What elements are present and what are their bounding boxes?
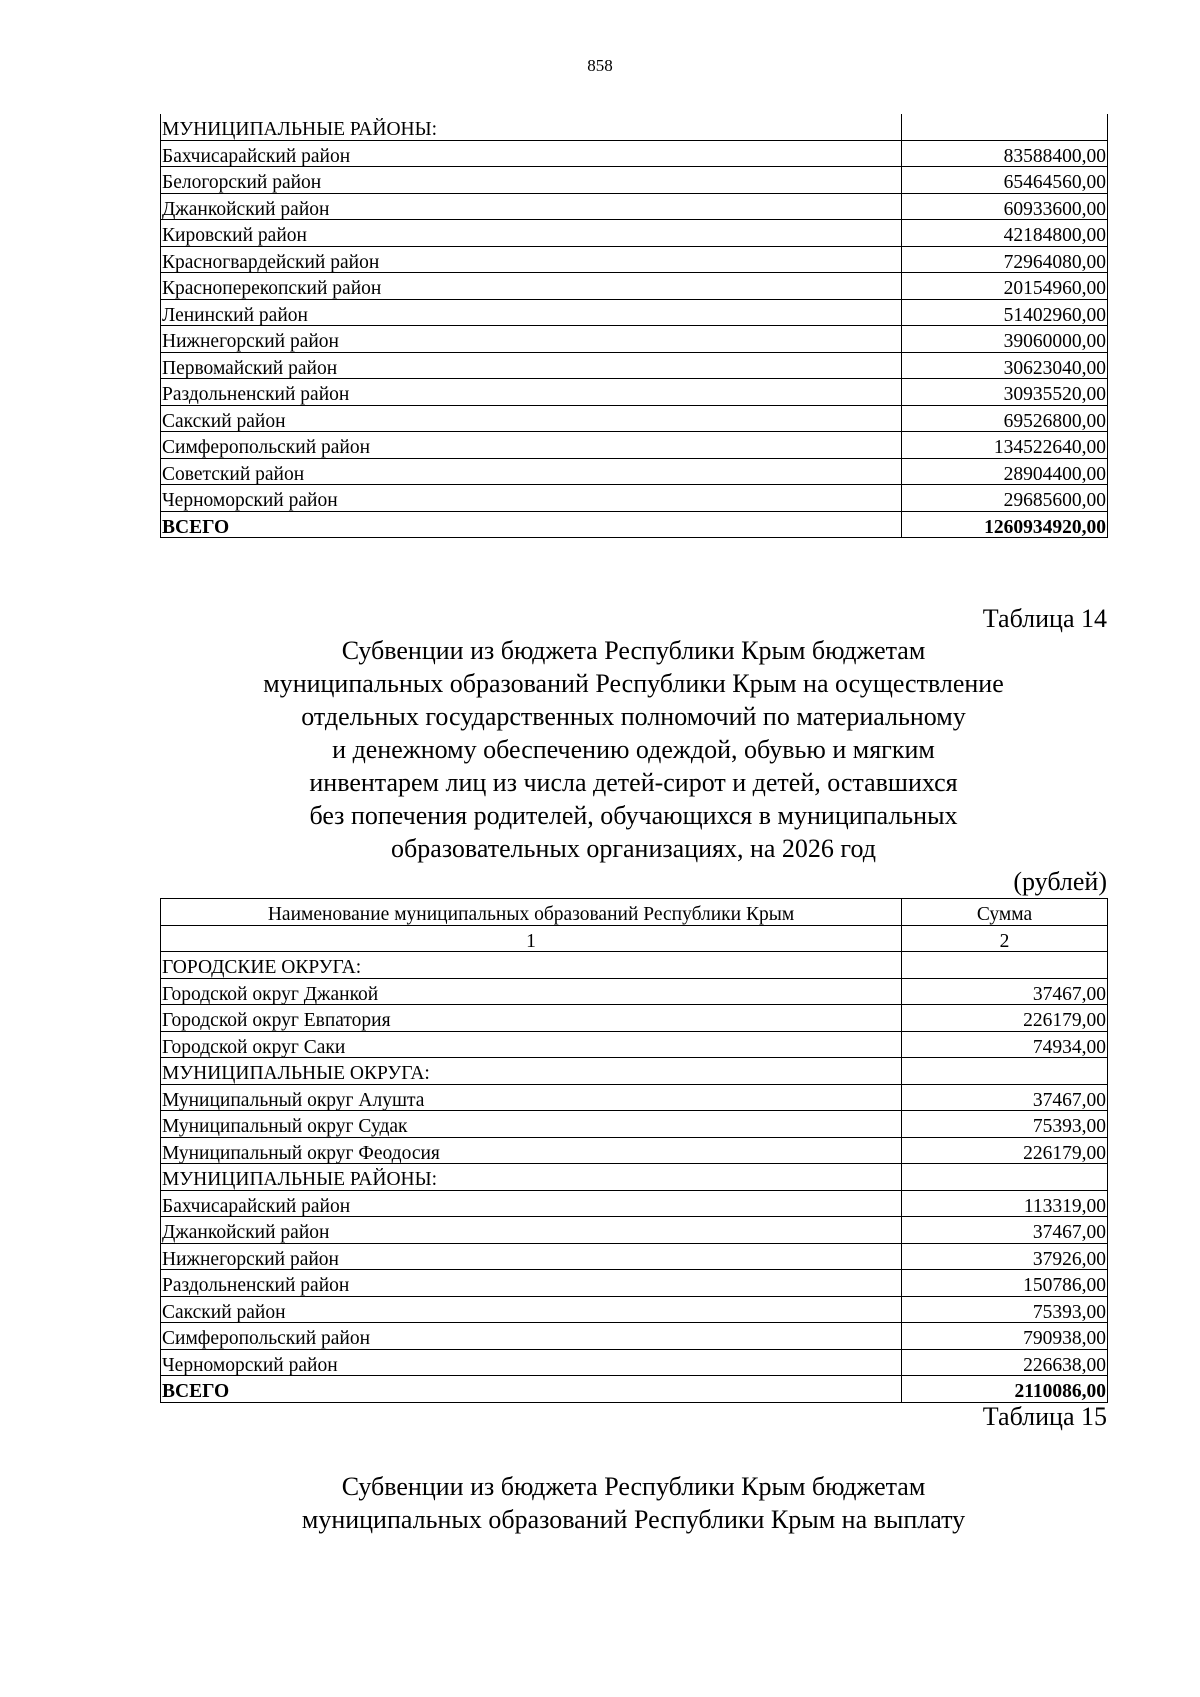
row-amount: 75393,00 — [902, 1111, 1108, 1138]
table-row — [161, 273, 1108, 300]
row-name: Раздольненский район — [161, 379, 902, 406]
table-15-title — [160, 1470, 1107, 1536]
column-number: 2 — [902, 925, 1108, 952]
row-name: Симферопольский район — [161, 1323, 902, 1350]
row-amount: 83588400,00 — [902, 140, 1108, 167]
title-line: инвентарем лиц из числа детей-сирот и детей, оставшихся — [309, 768, 958, 797]
title-line: муниципальных образований Республики Крым на выплату — [301, 1505, 966, 1534]
title-line: Субвенции из бюджета Республики Крым бюджетам — [341, 1472, 926, 1501]
table-row — [161, 1137, 1108, 1164]
table-row — [161, 220, 1108, 247]
row-name: МУНИЦИПАЛЬНЫЕ РАЙОНЫ: — [161, 114, 902, 140]
table-row — [161, 352, 1108, 379]
table-14-title — [160, 634, 1107, 865]
row-amount: 20154960,00 — [902, 273, 1108, 300]
table-row — [161, 485, 1108, 512]
row-amount — [902, 1058, 1108, 1085]
table-14-label: Таблица 14 — [982, 604, 1107, 633]
total-label: ВСЕГО — [161, 1376, 902, 1403]
row-name: Сакский район — [161, 1296, 902, 1323]
total-amount: 2110086,00 — [902, 1376, 1108, 1403]
column-number-row — [161, 925, 1108, 952]
table-row — [161, 1243, 1108, 1270]
table-row — [161, 246, 1108, 273]
table-row — [161, 326, 1108, 353]
title-line: отдельных государственных полномочий по материальному — [301, 702, 966, 731]
row-name: Муниципальный округ Алушта — [161, 1084, 902, 1111]
row-amount: 29685600,00 — [902, 485, 1108, 512]
table-row — [161, 1190, 1108, 1217]
row-name: Красногвардейский район — [161, 246, 902, 273]
row-name: Первомайский район — [161, 352, 902, 379]
column-header-amount: Сумма — [902, 899, 1108, 926]
title-line: Субвенции из бюджета Республики Крым бюджетам — [341, 636, 926, 665]
row-amount: 74934,00 — [902, 1031, 1108, 1058]
table-row — [161, 458, 1108, 485]
row-amount: 226179,00 — [902, 1137, 1108, 1164]
table-row — [161, 1084, 1108, 1111]
row-name: Черноморский район — [161, 1349, 902, 1376]
total-row — [161, 511, 1108, 538]
column-number: 1 — [161, 925, 902, 952]
title-line: образовательных организациях, на 2026 год — [391, 834, 876, 863]
row-name: Джанкойский район — [161, 193, 902, 220]
row-amount: 51402960,00 — [902, 299, 1108, 326]
row-name: Муниципальный округ Судак — [161, 1111, 902, 1138]
table-row — [161, 1323, 1108, 1350]
row-name: Городской округ Саки — [161, 1031, 902, 1058]
row-name: Городской округ Джанкой — [161, 978, 902, 1005]
table-14-header — [161, 899, 1108, 952]
row-name: Городской округ Евпатория — [161, 1005, 902, 1032]
total-row — [161, 1376, 1108, 1403]
title-line: и денежному обеспечению одеждой, обувью и мягким — [332, 735, 935, 764]
row-name: Красноперекопский район — [161, 273, 902, 300]
table-row — [161, 1296, 1108, 1323]
row-amount — [902, 114, 1108, 140]
row-name: Белогорский район — [161, 167, 902, 194]
total-amount: 1260934920,00 — [902, 511, 1108, 538]
row-name: Нижнегорский район — [161, 1243, 902, 1270]
row-amount: 60933600,00 — [902, 193, 1108, 220]
row-amount: 134522640,00 — [902, 432, 1108, 459]
row-amount: 37467,00 — [902, 978, 1108, 1005]
row-name: Муниципальный округ Феодосия — [161, 1137, 902, 1164]
table-row — [161, 432, 1108, 459]
row-amount: 39060000,00 — [902, 326, 1108, 353]
row-amount: 30623040,00 — [902, 352, 1108, 379]
row-amount: 42184800,00 — [902, 220, 1108, 247]
page-number: 858 — [587, 56, 613, 75]
row-name: Сакский район — [161, 405, 902, 432]
row-amount: 65464560,00 — [902, 167, 1108, 194]
row-name: Раздольненский район — [161, 1270, 902, 1297]
units-label: (рублей) — [1013, 867, 1107, 896]
table-row — [161, 952, 1108, 979]
table-row — [161, 1164, 1108, 1191]
table-row — [161, 140, 1108, 167]
table-row — [161, 114, 1108, 140]
row-amount — [902, 952, 1108, 979]
table-row — [161, 379, 1108, 406]
row-name: МУНИЦИПАЛЬНЫЕ ОКРУГА: — [161, 1058, 902, 1085]
row-amount: 30935520,00 — [902, 379, 1108, 406]
row-amount: 150786,00 — [902, 1270, 1108, 1297]
table-row — [161, 1031, 1108, 1058]
header-row — [161, 899, 1108, 926]
row-name: Ленинский район — [161, 299, 902, 326]
table-row — [161, 405, 1108, 432]
table-row — [161, 167, 1108, 194]
row-amount: 28904400,00 — [902, 458, 1108, 485]
table-13-continued — [160, 114, 1108, 538]
table-15-label: Таблица 15 — [982, 1402, 1107, 1431]
row-name: Кировский район — [161, 220, 902, 247]
column-header-name: Наименование муниципальных образований Республики Крым — [161, 899, 902, 926]
table-row — [161, 1217, 1108, 1244]
row-amount: 226638,00 — [902, 1349, 1108, 1376]
row-amount: 226179,00 — [902, 1005, 1108, 1032]
row-amount: 37926,00 — [902, 1243, 1108, 1270]
table-row — [161, 1058, 1108, 1085]
table-row — [161, 1349, 1108, 1376]
title-line: без попечения родителей, обучающихся в муниципальных — [309, 801, 958, 830]
table-row — [161, 1270, 1108, 1297]
row-amount: 790938,00 — [902, 1323, 1108, 1350]
table-row — [161, 1005, 1108, 1032]
table-13-body — [161, 114, 1108, 538]
total-label: ВСЕГО — [161, 511, 902, 538]
table-14 — [160, 898, 1108, 1403]
table-row — [161, 978, 1108, 1005]
row-amount — [902, 1164, 1108, 1191]
row-amount: 113319,00 — [902, 1190, 1108, 1217]
table-row — [161, 1111, 1108, 1138]
table-row — [161, 193, 1108, 220]
row-name: Бахчисарайский район — [161, 1190, 902, 1217]
row-amount: 69526800,00 — [902, 405, 1108, 432]
row-name: Советский район — [161, 458, 902, 485]
row-amount: 75393,00 — [902, 1296, 1108, 1323]
row-name: Джанкойский район — [161, 1217, 902, 1244]
title-line: муниципальных образований Республики Крым на осуществление — [263, 669, 1004, 698]
row-name: Черноморский район — [161, 485, 902, 512]
row-name: МУНИЦИПАЛЬНЫЕ РАЙОНЫ: — [161, 1164, 902, 1191]
row-amount: 37467,00 — [902, 1217, 1108, 1244]
row-name: Бахчисарайский район — [161, 140, 902, 167]
row-name: Симферопольский район — [161, 432, 902, 459]
table-14-body — [161, 952, 1108, 1403]
row-amount: 72964080,00 — [902, 246, 1108, 273]
row-name: Нижнегорский район — [161, 326, 902, 353]
table-row — [161, 299, 1108, 326]
row-name: ГОРОДСКИЕ ОКРУГА: — [161, 952, 902, 979]
row-amount: 37467,00 — [902, 1084, 1108, 1111]
